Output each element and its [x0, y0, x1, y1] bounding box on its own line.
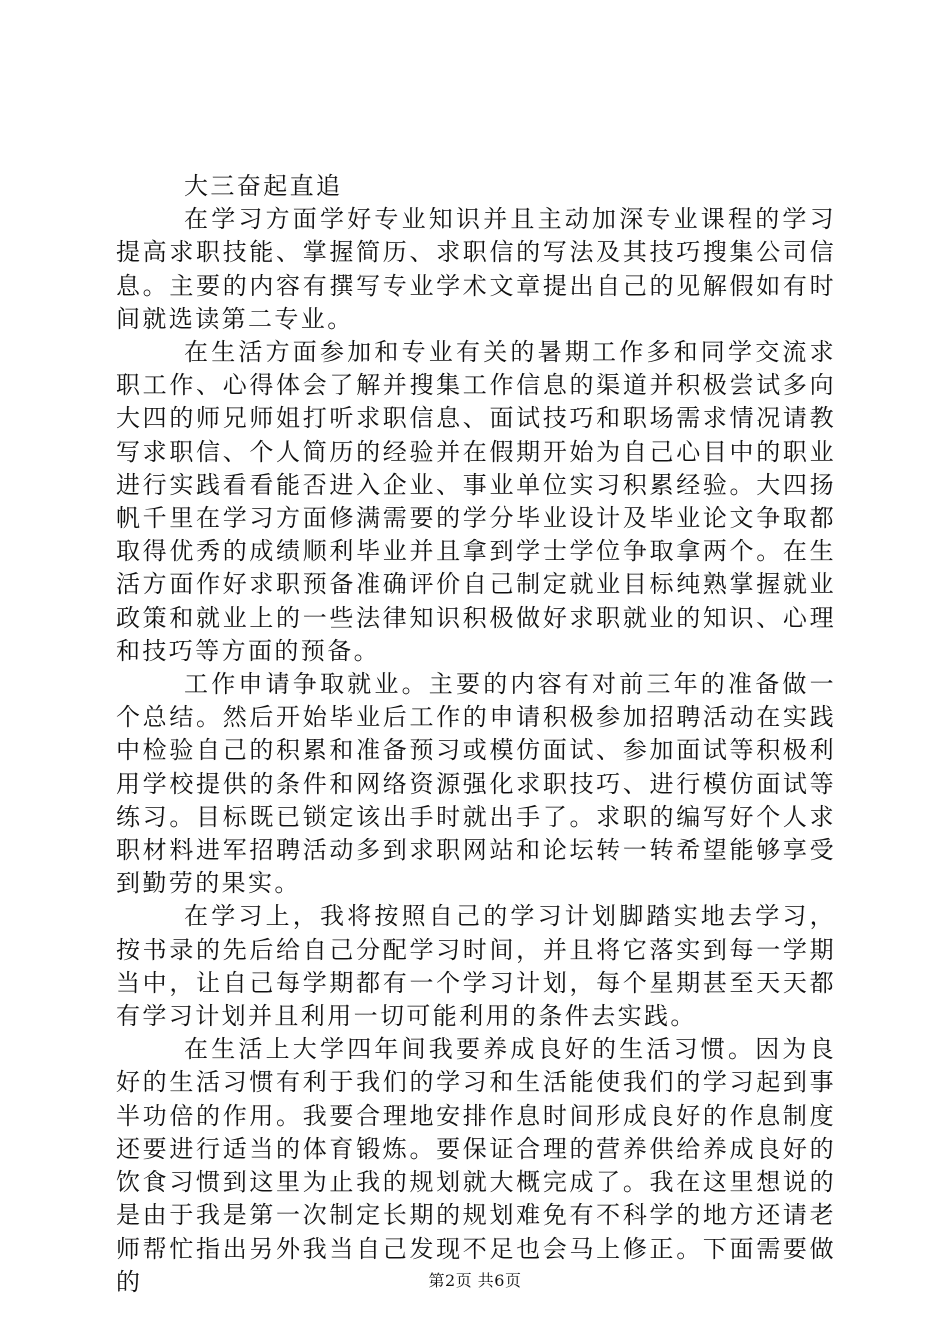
paragraph-life-habits: 在生活上大学四年间我要养成良好的生活习惯。因为良好的生活习惯有利于我们的学习和生活能使我们的学习起到事半功倍的作用。我要合理地安排作息时间形成良好的作息制度还要进行适当的体育锻炼。要保证合理的营养供给养成良好的饮食习惯到这里为止我的规划就大概完成了。我在这里想说的是由于我是第一次制定长期的规划难免有不科学的地方还请老师帮忙指出另外我当自己发现不足也会马上修正。下面需要做的 [116, 1035, 836, 1296]
paragraph-job-application: 工作申请争取就业。主要的内容有对前三年的准备做一个总结。然后开始毕业后工作的申请积极参加招聘活动在实践中检验自己的积累和准备预习或模仿面试、参加面试等积极利用学校提供的条件和网络资源强化求职技巧、进行模仿面试等练习。目标既已锁定该出手时就出手了。求职的编写好个人求职材料进军招聘活动多到求职网站和论坛转一转希望能够享受到勤劳的果实。 [116, 670, 836, 898]
page-number-footer: 第2页 共6页 [428, 1271, 522, 1290]
section-heading: 大三奋起直追 [184, 172, 343, 200]
paragraph-study: 在学习方面学好专业知识并且主动加深专业课程的学习提高求职技能、掌握简历、求职信的写法及其技巧搜集公司信息。主要的内容有撰写专业学术文章提出自己的见解假如有时间就选读第二专业。 [116, 205, 836, 333]
paragraph-life: 在生活方面参加和专业有关的暑期工作多和同学交流求职工作、心得体会了解并搜集工作信息的渠道并积极尝试多向大四的师兄师姐打听求职信息、面试技巧和职场需求情况请教写求职信、个人简历的经验并在假期开始为自己心目中的职业进行实践看看能否进入企业、事业单位实习积累经验。大四扬帆千里在学习方面修满需要的学分毕业设计及毕业论文争取都取得优秀的成绩顺利毕业并且拿到学士学位争取拿两个。在生活方面作好求职预备准确评价自己制定就业目标纯熟掌握就业政策和就业上的一些法律知识积极做好求职就业的知识、心理和技巧等方面的预备。 [116, 338, 836, 665]
document-body [116, 170, 836, 1299]
paragraph-study-plan: 在学习上，我将按照自己的学习计划脚踏实地去学习，按书录的先后给自己分配学习时间，并且将它落实到每一学期当中，让自己每学期都有一个学习计划，每个星期甚至天天都有学习计划并且利用一切可能利用的条件去实践。 [116, 902, 836, 1031]
